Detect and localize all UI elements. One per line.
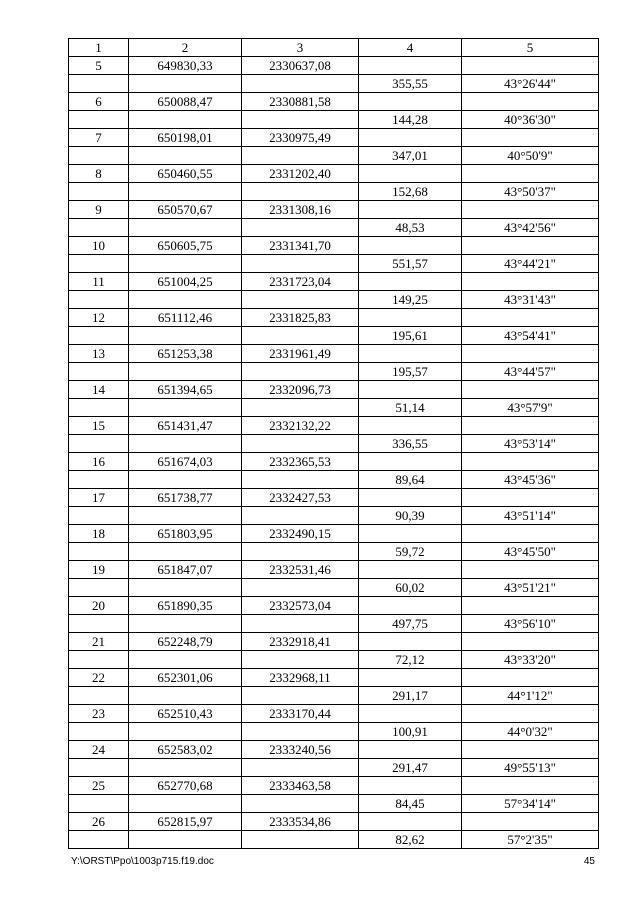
direction-angle-cell: 49°55'13": [462, 759, 599, 777]
empty-cell: [242, 363, 359, 381]
y-coordinate-cell: 2332132,22: [242, 417, 359, 435]
direction-angle-cell: 43°26'44": [462, 75, 599, 93]
point-row: [69, 57, 599, 75]
empty-cell: [242, 471, 359, 489]
point-row: [69, 93, 599, 111]
empty-cell: [69, 651, 129, 669]
direction-angle-cell: 40°36'30": [462, 111, 599, 129]
empty-cell: [242, 435, 359, 453]
y-coordinate-cell: 2330637,08: [242, 57, 359, 75]
point-row: [69, 777, 599, 795]
point-row: [69, 381, 599, 399]
x-coordinate-cell: 651738,77: [129, 489, 242, 507]
empty-cell: [129, 183, 242, 201]
segment-row: [69, 75, 599, 93]
empty-cell: [462, 345, 599, 363]
empty-cell: [462, 777, 599, 795]
direction-angle-cell: 43°56'10": [462, 615, 599, 633]
point-number-cell: 14: [69, 381, 129, 399]
x-coordinate-cell: 651431,47: [129, 417, 242, 435]
empty-cell: [69, 291, 129, 309]
empty-cell: [129, 543, 242, 561]
segment-row: [69, 507, 599, 525]
empty-cell: [69, 759, 129, 777]
point-row: [69, 129, 599, 147]
empty-cell: [242, 219, 359, 237]
empty-cell: [462, 525, 599, 543]
y-coordinate-cell: 2332365,53: [242, 453, 359, 471]
y-coordinate-cell: 2333463,58: [242, 777, 359, 795]
empty-cell: [129, 831, 242, 849]
distance-cell: 59,72: [359, 543, 462, 561]
empty-cell: [462, 669, 599, 687]
empty-cell: [359, 741, 462, 759]
x-coordinate-cell: 652301,06: [129, 669, 242, 687]
direction-angle-cell: 43°45'36": [462, 471, 599, 489]
distance-cell: 149,25: [359, 291, 462, 309]
distance-cell: 195,61: [359, 327, 462, 345]
y-coordinate-cell: 2332918,41: [242, 633, 359, 651]
distance-cell: 291,47: [359, 759, 462, 777]
empty-cell: [69, 399, 129, 417]
empty-cell: [69, 111, 129, 129]
direction-angle-cell: 43°50'37": [462, 183, 599, 201]
empty-cell: [359, 813, 462, 831]
point-number-cell: 7: [69, 129, 129, 147]
y-coordinate-cell: 2331308,16: [242, 201, 359, 219]
empty-cell: [129, 111, 242, 129]
empty-cell: [129, 615, 242, 633]
empty-cell: [129, 687, 242, 705]
empty-cell: [462, 129, 599, 147]
y-coordinate-cell: 2331723,04: [242, 273, 359, 291]
direction-angle-cell: 43°54'41": [462, 327, 599, 345]
empty-cell: [69, 579, 129, 597]
y-coordinate-cell: 2330975,49: [242, 129, 359, 147]
point-number-cell: 25: [69, 777, 129, 795]
footer-page-number: 45: [583, 856, 595, 867]
header-cell-3: 3: [242, 39, 359, 57]
empty-cell: [359, 201, 462, 219]
empty-cell: [242, 795, 359, 813]
point-number-cell: 8: [69, 165, 129, 183]
point-number-cell: 11: [69, 273, 129, 291]
y-coordinate-cell: 2332573,04: [242, 597, 359, 615]
header-cell-5: 5: [462, 39, 599, 57]
empty-cell: [359, 705, 462, 723]
empty-cell: [359, 57, 462, 75]
x-coordinate-cell: 650198,01: [129, 129, 242, 147]
x-coordinate-cell: 652583,02: [129, 741, 242, 759]
distance-cell: 84,45: [359, 795, 462, 813]
x-coordinate-cell: 651394,65: [129, 381, 242, 399]
empty-cell: [359, 417, 462, 435]
empty-cell: [462, 165, 599, 183]
point-row: [69, 273, 599, 291]
empty-cell: [69, 543, 129, 561]
point-number-cell: 15: [69, 417, 129, 435]
coordinates-table: [68, 38, 599, 849]
distance-cell: 100,91: [359, 723, 462, 741]
empty-cell: [242, 255, 359, 273]
empty-cell: [359, 489, 462, 507]
distance-cell: 355,55: [359, 75, 462, 93]
point-number-cell: 10: [69, 237, 129, 255]
empty-cell: [462, 633, 599, 651]
point-number-cell: 17: [69, 489, 129, 507]
empty-cell: [462, 237, 599, 255]
x-coordinate-cell: 651890,35: [129, 597, 242, 615]
point-row: [69, 345, 599, 363]
empty-cell: [129, 399, 242, 417]
point-row: [69, 597, 599, 615]
segment-row: [69, 687, 599, 705]
empty-cell: [242, 543, 359, 561]
y-coordinate-cell: 2332096,73: [242, 381, 359, 399]
empty-cell: [129, 651, 242, 669]
empty-cell: [462, 309, 599, 327]
empty-cell: [242, 687, 359, 705]
empty-cell: [359, 381, 462, 399]
segment-row: [69, 615, 599, 633]
empty-cell: [462, 597, 599, 615]
empty-cell: [129, 291, 242, 309]
empty-cell: [242, 507, 359, 525]
direction-angle-cell: 43°31'43": [462, 291, 599, 309]
empty-cell: [242, 615, 359, 633]
segment-row: [69, 471, 599, 489]
segment-row: [69, 651, 599, 669]
distance-cell: 82,62: [359, 831, 462, 849]
segment-row: [69, 795, 599, 813]
empty-cell: [242, 831, 359, 849]
empty-cell: [69, 723, 129, 741]
point-number-cell: 5: [69, 57, 129, 75]
empty-cell: [69, 831, 129, 849]
header-cell-2: 2: [129, 39, 242, 57]
empty-cell: [129, 435, 242, 453]
x-coordinate-cell: 651674,03: [129, 453, 242, 471]
header-cell-4: 4: [359, 39, 462, 57]
empty-cell: [69, 147, 129, 165]
empty-cell: [242, 291, 359, 309]
point-number-cell: 22: [69, 669, 129, 687]
empty-cell: [359, 669, 462, 687]
empty-cell: [242, 111, 359, 129]
empty-cell: [359, 633, 462, 651]
direction-angle-cell: 57°2'35": [462, 831, 599, 849]
x-coordinate-cell: 650570,67: [129, 201, 242, 219]
segment-row: [69, 831, 599, 849]
empty-cell: [462, 57, 599, 75]
empty-cell: [462, 561, 599, 579]
empty-cell: [69, 183, 129, 201]
segment-row: [69, 327, 599, 345]
point-row: [69, 561, 599, 579]
footer-file-path: Y:\ORST\Ppo\1003p715.f19.doc: [71, 856, 214, 867]
segment-row: [69, 147, 599, 165]
y-coordinate-cell: 2332531,46: [242, 561, 359, 579]
direction-angle-cell: 57°34'14": [462, 795, 599, 813]
x-coordinate-cell: 652248,79: [129, 633, 242, 651]
y-coordinate-cell: 2332427,53: [242, 489, 359, 507]
empty-cell: [359, 93, 462, 111]
y-coordinate-cell: 2330881,58: [242, 93, 359, 111]
x-coordinate-cell: 650605,75: [129, 237, 242, 255]
x-coordinate-cell: 651803,95: [129, 525, 242, 543]
empty-cell: [359, 453, 462, 471]
direction-angle-cell: 43°42'56": [462, 219, 599, 237]
segment-row: [69, 291, 599, 309]
x-coordinate-cell: 651004,25: [129, 273, 242, 291]
segment-row: [69, 219, 599, 237]
empty-cell: [359, 165, 462, 183]
empty-cell: [69, 795, 129, 813]
empty-cell: [462, 741, 599, 759]
distance-cell: 60,02: [359, 579, 462, 597]
empty-cell: [69, 75, 129, 93]
empty-cell: [359, 561, 462, 579]
empty-cell: [242, 579, 359, 597]
empty-cell: [129, 75, 242, 93]
y-coordinate-cell: 2333170,44: [242, 705, 359, 723]
empty-cell: [242, 327, 359, 345]
point-number-cell: 13: [69, 345, 129, 363]
empty-cell: [242, 183, 359, 201]
distance-cell: 195,57: [359, 363, 462, 381]
segment-row: [69, 399, 599, 417]
x-coordinate-cell: 652815,97: [129, 813, 242, 831]
x-coordinate-cell: 651253,38: [129, 345, 242, 363]
point-row: [69, 417, 599, 435]
empty-cell: [359, 309, 462, 327]
x-coordinate-cell: 652510,43: [129, 705, 242, 723]
empty-cell: [69, 219, 129, 237]
distance-cell: 336,55: [359, 435, 462, 453]
y-coordinate-cell: 2331202,40: [242, 165, 359, 183]
empty-cell: [242, 147, 359, 165]
empty-cell: [462, 381, 599, 399]
point-number-cell: 18: [69, 525, 129, 543]
distance-cell: 497,75: [359, 615, 462, 633]
x-coordinate-cell: 649830,33: [129, 57, 242, 75]
empty-cell: [359, 597, 462, 615]
empty-cell: [129, 471, 242, 489]
y-coordinate-cell: 2332968,11: [242, 669, 359, 687]
empty-cell: [462, 93, 599, 111]
y-coordinate-cell: 2333240,56: [242, 741, 359, 759]
empty-cell: [462, 273, 599, 291]
empty-cell: [129, 795, 242, 813]
point-number-cell: 9: [69, 201, 129, 219]
empty-cell: [69, 471, 129, 489]
empty-cell: [129, 363, 242, 381]
x-coordinate-cell: 650460,55: [129, 165, 242, 183]
empty-cell: [242, 759, 359, 777]
point-number-cell: 21: [69, 633, 129, 651]
segment-row: [69, 363, 599, 381]
empty-cell: [129, 723, 242, 741]
empty-cell: [242, 651, 359, 669]
empty-cell: [359, 237, 462, 255]
point-row: [69, 633, 599, 651]
empty-cell: [462, 489, 599, 507]
point-row: [69, 309, 599, 327]
point-row: [69, 201, 599, 219]
empty-cell: [359, 273, 462, 291]
empty-cell: [359, 525, 462, 543]
distance-cell: 48,53: [359, 219, 462, 237]
segment-row: [69, 183, 599, 201]
direction-angle-cell: 44°1'12": [462, 687, 599, 705]
point-number-cell: 16: [69, 453, 129, 471]
empty-cell: [359, 345, 462, 363]
distance-cell: 51,14: [359, 399, 462, 417]
segment-row: [69, 579, 599, 597]
segment-row: [69, 543, 599, 561]
empty-cell: [359, 777, 462, 795]
x-coordinate-cell: 650088,47: [129, 93, 242, 111]
empty-cell: [69, 255, 129, 273]
direction-angle-cell: 43°44'57": [462, 363, 599, 381]
empty-cell: [129, 759, 242, 777]
point-row: [69, 165, 599, 183]
y-coordinate-cell: 2333534,86: [242, 813, 359, 831]
point-number-cell: 26: [69, 813, 129, 831]
point-number-cell: 19: [69, 561, 129, 579]
point-number-cell: 12: [69, 309, 129, 327]
empty-cell: [462, 417, 599, 435]
direction-angle-cell: 43°51'21": [462, 579, 599, 597]
direction-angle-cell: 43°57'9": [462, 399, 599, 417]
point-row: [69, 705, 599, 723]
empty-cell: [462, 453, 599, 471]
distance-cell: 90,39: [359, 507, 462, 525]
x-coordinate-cell: 651847,07: [129, 561, 242, 579]
y-coordinate-cell: 2331961,49: [242, 345, 359, 363]
header-cell-1: 1: [69, 39, 129, 57]
empty-cell: [69, 435, 129, 453]
segment-row: [69, 255, 599, 273]
empty-cell: [129, 507, 242, 525]
x-coordinate-cell: 652770,68: [129, 777, 242, 795]
distance-cell: 144,28: [359, 111, 462, 129]
point-row: [69, 453, 599, 471]
direction-angle-cell: 44°0'32": [462, 723, 599, 741]
empty-cell: [242, 399, 359, 417]
coordinates-table-body: [69, 39, 599, 849]
point-row: [69, 489, 599, 507]
direction-angle-cell: 43°53'14": [462, 435, 599, 453]
x-coordinate-cell: 651112,46: [129, 309, 242, 327]
point-row: [69, 525, 599, 543]
distance-cell: 89,64: [359, 471, 462, 489]
y-coordinate-cell: 2331341,70: [242, 237, 359, 255]
distance-cell: 347,01: [359, 147, 462, 165]
empty-cell: [242, 723, 359, 741]
empty-cell: [69, 363, 129, 381]
point-number-cell: 20: [69, 597, 129, 615]
empty-cell: [129, 147, 242, 165]
empty-cell: [129, 327, 242, 345]
point-row: [69, 669, 599, 687]
point-number-cell: 24: [69, 741, 129, 759]
point-row: [69, 813, 599, 831]
empty-cell: [462, 705, 599, 723]
segment-row: [69, 759, 599, 777]
empty-cell: [242, 75, 359, 93]
empty-cell: [69, 507, 129, 525]
direction-angle-cell: 43°33'20": [462, 651, 599, 669]
header-row: [69, 39, 599, 57]
y-coordinate-cell: 2331825,83: [242, 309, 359, 327]
distance-cell: 551,57: [359, 255, 462, 273]
empty-cell: [69, 687, 129, 705]
empty-cell: [69, 327, 129, 345]
point-row: [69, 237, 599, 255]
point-number-cell: 23: [69, 705, 129, 723]
point-number-cell: 6: [69, 93, 129, 111]
y-coordinate-cell: 2332490,15: [242, 525, 359, 543]
direction-angle-cell: 40°50'9": [462, 147, 599, 165]
segment-row: [69, 723, 599, 741]
distance-cell: 291,17: [359, 687, 462, 705]
direction-angle-cell: 43°44'21": [462, 255, 599, 273]
segment-row: [69, 111, 599, 129]
empty-cell: [129, 579, 242, 597]
distance-cell: 72,12: [359, 651, 462, 669]
empty-cell: [129, 219, 242, 237]
direction-angle-cell: 43°51'14": [462, 507, 599, 525]
empty-cell: [69, 615, 129, 633]
direction-angle-cell: 43°45'50": [462, 543, 599, 561]
segment-row: [69, 435, 599, 453]
empty-cell: [462, 201, 599, 219]
distance-cell: 152,68: [359, 183, 462, 201]
point-row: [69, 741, 599, 759]
empty-cell: [129, 255, 242, 273]
empty-cell: [359, 129, 462, 147]
empty-cell: [462, 813, 599, 831]
